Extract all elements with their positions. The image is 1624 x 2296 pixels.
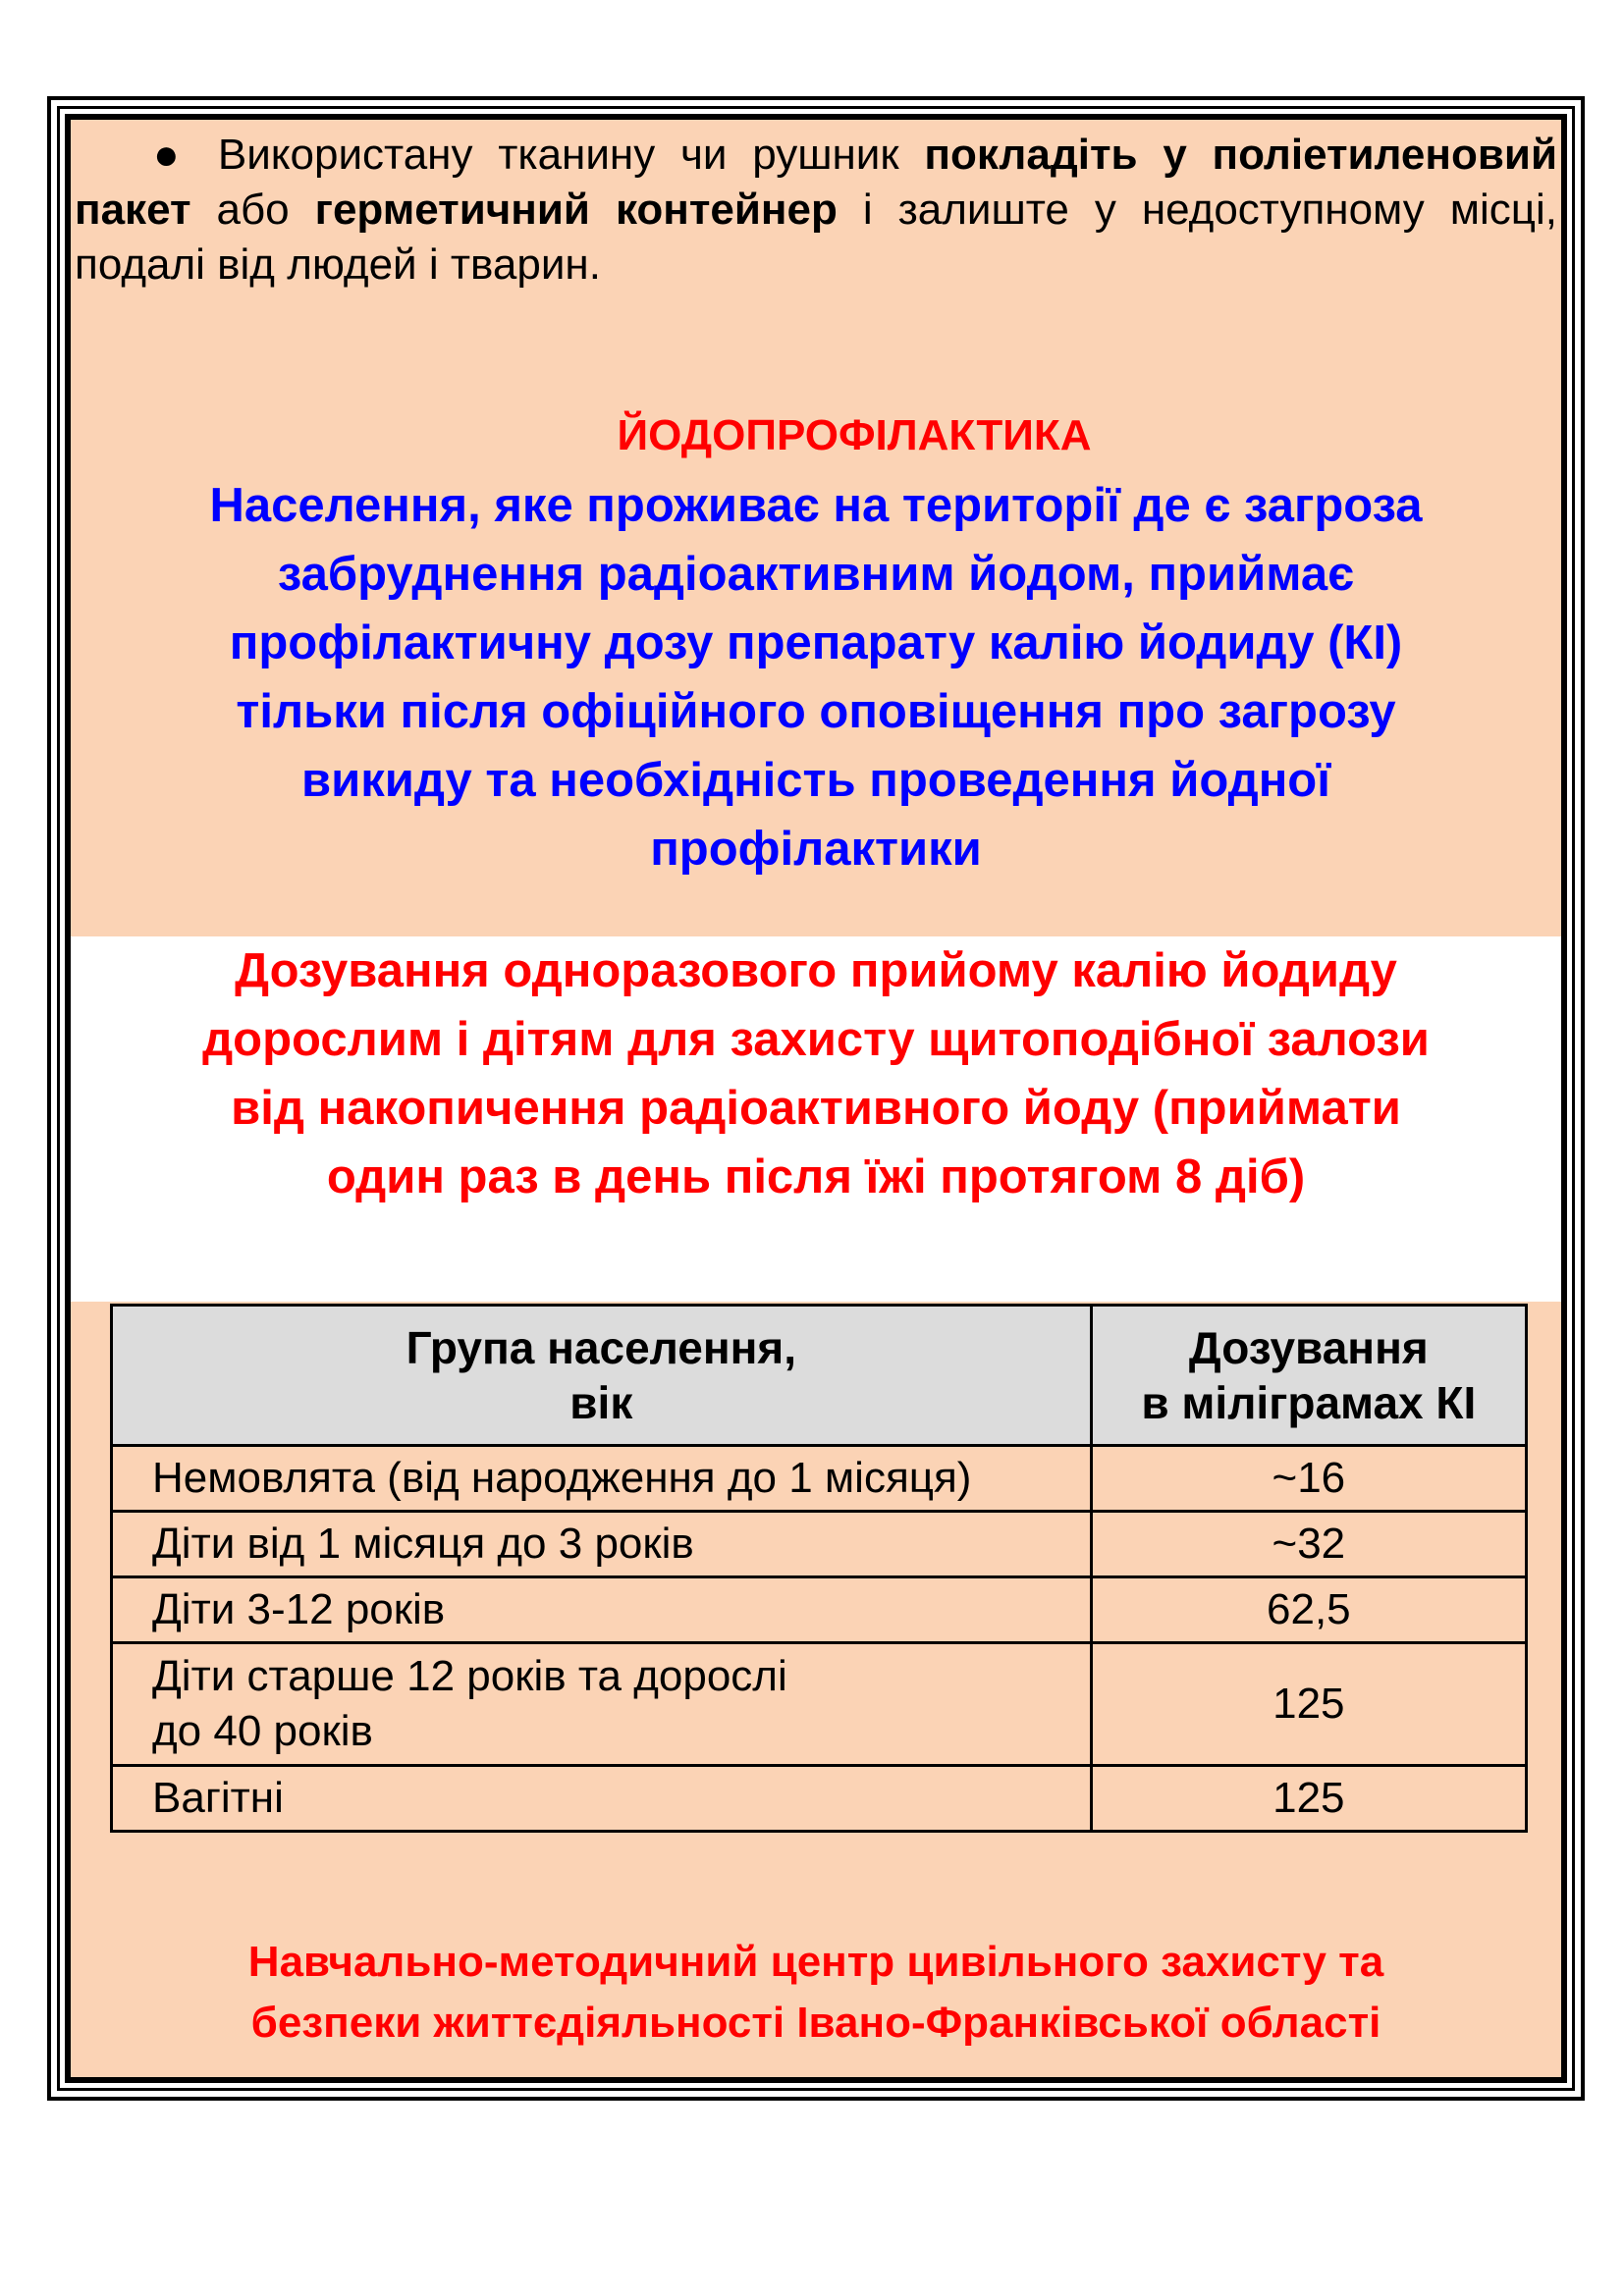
notice-line: Населення, яке проживає на території де є загроза (209, 479, 1423, 532)
intro-text-1: Використану тканину чи рушник (192, 131, 925, 179)
dosage-heading-line: від накопичення радіоактивного йоду (приймати (231, 1082, 1401, 1135)
header-dose (1091, 1306, 1526, 1446)
intro-bold-2: герметичний контейнер (314, 186, 838, 234)
table-row (112, 1446, 1527, 1512)
intro-text-2: або (190, 186, 315, 234)
group-cell: Вагітні (112, 1766, 1092, 1832)
notice-line: викиду та необхідність проведення йодної (300, 754, 1331, 807)
group-line2: до 40 років (152, 1707, 373, 1755)
dose-cell: ~32 (1091, 1512, 1526, 1577)
table-row (112, 1577, 1527, 1643)
group-cell: Діти від 1 місяця до 3 років (112, 1512, 1092, 1577)
notice-line: профілактики (650, 823, 982, 876)
group-line1: Діти старше 12 років та дорослі (152, 1652, 787, 1700)
intro-bold-1: покладіть у поліетиленовий пакет (75, 131, 1558, 234)
table-row (112, 1643, 1527, 1766)
dosage-heading-line: Дозування одноразового прийому калію йодиду (235, 944, 1397, 997)
header-group-line2: вік (569, 1377, 633, 1428)
dosage-table (110, 1304, 1528, 1833)
intro-text-3: і залиште у недоступному місці, подалі від людей і тварин. (75, 186, 1557, 289)
intro-paragraph (75, 128, 1557, 293)
dose-cell: 62,5 (1091, 1577, 1526, 1643)
footer-line: Навчально-методичний центр цивільного захисту та (247, 1938, 1384, 1986)
notice-line: тільки після офіційного оповіщення про загрозу (236, 685, 1396, 738)
dosage-heading (75, 936, 1557, 1211)
dose-cell: 125 (1091, 1766, 1526, 1832)
header-dose-line2: в міліграмах КІ (1141, 1377, 1477, 1428)
dosage-heading-line: дорослим і дітям для захисту щитоподібної залози (202, 1013, 1430, 1066)
footer-organization (75, 1932, 1557, 2054)
table-row (112, 1766, 1527, 1832)
header-dose-line1: Дозування (1188, 1322, 1429, 1373)
header-group (112, 1306, 1092, 1446)
table-header-row (112, 1306, 1527, 1446)
dose-cell: 125 (1091, 1643, 1526, 1766)
notice-line: забруднення радіоактивним йодом, приймає (277, 548, 1355, 601)
footer-line: безпеки життєдіяльності Івано-Франківської області (250, 1999, 1381, 2047)
dosage-heading-line: один раз в день після їжі протягом 8 діб) (326, 1150, 1306, 1203)
header-group-line1: Група населення, (406, 1322, 797, 1373)
group-cell: Діти 3-12 років (112, 1577, 1092, 1643)
bullet-icon: ● (153, 131, 193, 179)
group-cell (112, 1643, 1092, 1766)
section-title: ЙОДОПРОФІЛАКТИКА (617, 411, 1092, 459)
group-cell: Немовлята (від народження до 1 місяця) (112, 1446, 1092, 1512)
notice-line: профілактичну дозу препарату калію йодиду (КІ) (229, 616, 1403, 669)
iodine-notice (75, 471, 1557, 883)
dose-cell: ~16 (1091, 1446, 1526, 1512)
table-row (112, 1512, 1527, 1577)
